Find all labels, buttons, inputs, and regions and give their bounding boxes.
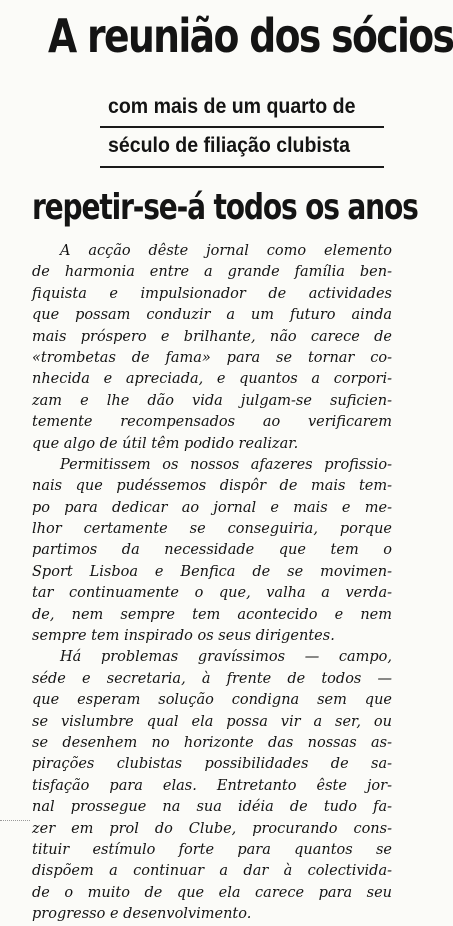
- article-body-line: fiquista e impulsionador de actividades: [32, 285, 392, 302]
- article-headline: A reunião dos sócios: [48, 9, 453, 63]
- article-body-line: Permitissem os nossos afazeres profissio-: [60, 456, 392, 473]
- article-body-line: zer em prol do Clube, procurando cons-: [32, 820, 392, 837]
- article-subheadline-1: com mais de um quarto de: [108, 95, 356, 118]
- article-body-line: temente recompensados ao verificarem: [32, 414, 392, 431]
- article-body-line: que possam conduzir a um futuro ainda: [32, 307, 392, 324]
- subheadline-divider-2: [100, 166, 384, 168]
- article-body-line: zam e lhe dão vida julgam-se suficien-: [32, 392, 392, 409]
- article-body-line: nais que pudéssemos dispôr de mais tem-: [32, 478, 392, 495]
- article-body-line: nal prossegue na sua idéia de tudo fa-: [32, 799, 392, 816]
- article-body-line: de harmonia entre a grande família ben-: [32, 264, 392, 281]
- article-kicker: repetir-se-á todos os anos: [32, 187, 418, 228]
- article-body-line: tituir estímulo forte para quantos se: [32, 841, 392, 858]
- article-body-line: pirações clubistas possibilidades de sa-: [32, 756, 392, 773]
- article-body-line: que algo de útil têm podido realizar.: [32, 435, 299, 452]
- article-body-line: lhor certamente se conseguiria, porque: [32, 521, 392, 538]
- article-body-line: tar continuamente o que, valha a verda-: [32, 585, 392, 602]
- article-body-line: nhecida e apreciada, e quantos a corpori-: [32, 371, 392, 388]
- article-body-line: Há problemas gravíssimos — campo,: [60, 649, 392, 666]
- article-body-line: de, nem sempre tem acontecido e nem: [32, 606, 392, 623]
- article-body-line: se desenhem no horizonte das nossas as-: [32, 734, 392, 751]
- article-body-line: dispõem a continuar a dar à colectivida-: [32, 863, 392, 880]
- subheadline-divider-1: [100, 126, 384, 128]
- article-body-line: partimos da necessidade que tem o: [32, 542, 392, 559]
- article-body-line: sempre tem inspirado os seus dirigentes.: [32, 628, 335, 645]
- article-body-line: séde e secretaria, à frente de todos —: [32, 670, 392, 687]
- article-body-line: Sport Lisboa e Benfica de se movimen-: [32, 563, 392, 580]
- article-body: [32, 241, 392, 926]
- article-body-line: mais próspero e brilhante, não carece de: [32, 328, 392, 345]
- article-body-line: se vislumbre qual ela possa vir a ser, ou: [32, 713, 392, 730]
- article-body-line: A acção dêste jornal como elemento: [60, 243, 392, 259]
- article-body-line: tisfação para elas. Entretanto êste jor-: [32, 777, 392, 794]
- margin-dots: [0, 820, 30, 821]
- article-body-line: de o muito de que ela carece para seu: [32, 884, 392, 901]
- article-body-line: «trombetas de fama» para se tornar co-: [32, 349, 392, 366]
- article-subheadline-2: século de filiação clubista: [108, 134, 351, 157]
- article-body-line: progresso e desenvolvimento.: [32, 906, 252, 923]
- article-body-line: po para dedicar ao jornal e mais e me-: [32, 499, 392, 516]
- article-body-line: que esperam solução condigna sem que: [32, 692, 392, 709]
